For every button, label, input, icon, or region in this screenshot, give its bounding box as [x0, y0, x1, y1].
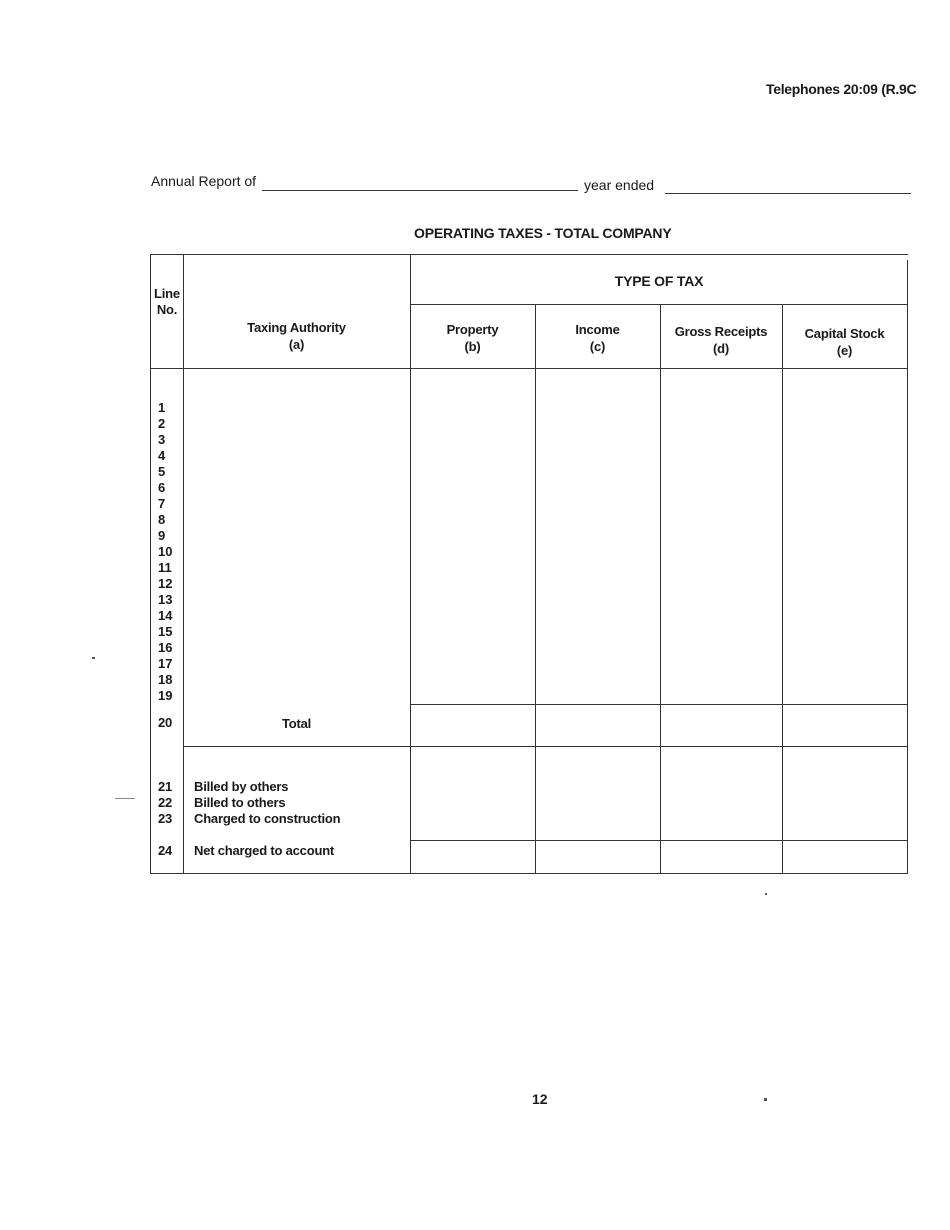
column-label: Gross Receipts: [674, 324, 768, 339]
column-header-property: [410, 321, 535, 355]
line-number: 14: [158, 608, 173, 623]
scan-speck: [764, 1098, 767, 1101]
income-divider: [660, 304, 661, 874]
line-number: 18: [158, 672, 173, 687]
header-bottom-rule: [150, 368, 908, 369]
column-label: Property: [446, 322, 499, 337]
scan-speck: [115, 798, 135, 799]
column-sub: (c): [589, 339, 606, 354]
charged-to-construction-label: Charged to construction: [194, 811, 341, 826]
line-number-list: [158, 400, 172, 704]
line-number: 3: [158, 432, 166, 447]
table-border-left: [150, 254, 151, 874]
line-number: 16: [158, 640, 173, 655]
line-number: 7: [158, 496, 166, 511]
line-number: 13: [158, 592, 173, 607]
column-sub: (d): [713, 341, 729, 356]
gross-receipts-divider: [782, 304, 783, 874]
line-number: 17: [158, 656, 173, 671]
page-number: 12: [532, 1091, 548, 1107]
line-number-22: 22: [158, 795, 173, 810]
line-number: 10: [158, 544, 173, 559]
column-label: Income: [575, 322, 620, 337]
line-no-header: Line No.: [154, 286, 180, 317]
column-header-gross-receipts: [660, 323, 782, 357]
line-number: 9: [158, 528, 166, 543]
billed-to-others-label: Billed to others: [194, 795, 286, 810]
billed-by-others-label: Billed by others: [194, 779, 289, 794]
total-top-rule: [410, 704, 908, 705]
line-number: 12: [158, 576, 173, 591]
line-number: 6: [158, 480, 166, 495]
column-sub: (e): [836, 343, 853, 358]
column-header-income: [535, 321, 660, 355]
line-number: 4: [158, 448, 166, 463]
total-label: Total: [282, 716, 312, 731]
line-number: 15: [158, 624, 173, 639]
type-of-tax-divider: [410, 304, 908, 305]
total-line-number: 20: [158, 715, 173, 730]
table-border-bottom: [150, 873, 908, 874]
net-top-rule: [410, 840, 908, 841]
net-charged-label: Net charged to account: [194, 843, 335, 858]
column-label: Capital Stock: [804, 326, 885, 341]
total-bottom-rule: [183, 746, 908, 747]
line-number: 19: [158, 688, 173, 703]
line-number: 1: [158, 400, 166, 415]
line-number: 5: [158, 464, 166, 479]
year-ended-field[interactable]: [665, 193, 911, 194]
annual-report-label: Annual Report of: [151, 173, 257, 189]
line-number: 2: [158, 416, 166, 431]
column-header-capital-stock: [782, 325, 907, 359]
line-number: 11: [158, 560, 172, 575]
line-number-24: 24: [158, 843, 173, 858]
table-border-top: [150, 254, 908, 255]
form-reference: Telephones 20:09 (R.9C: [766, 81, 917, 97]
table-border-right: [907, 260, 908, 874]
authority-header-sub: (a): [288, 337, 305, 352]
property-divider: [535, 304, 536, 874]
scan-speck: [92, 657, 95, 659]
scan-speck: [765, 893, 767, 895]
form-title: OPERATING TAXES - TOTAL COMPANY: [414, 225, 672, 241]
line-number: 8: [158, 512, 166, 527]
line-number-21: 21: [158, 779, 173, 794]
column-sub: (b): [464, 339, 481, 354]
year-ended-label: year ended: [584, 177, 655, 193]
line-number-23: 23: [158, 811, 173, 826]
authority-header-label: Taxing Authority: [247, 320, 346, 335]
authority-header: [183, 319, 410, 353]
type-of-tax-header: TYPE OF TAX: [614, 273, 704, 289]
annual-report-field[interactable]: [262, 190, 578, 191]
